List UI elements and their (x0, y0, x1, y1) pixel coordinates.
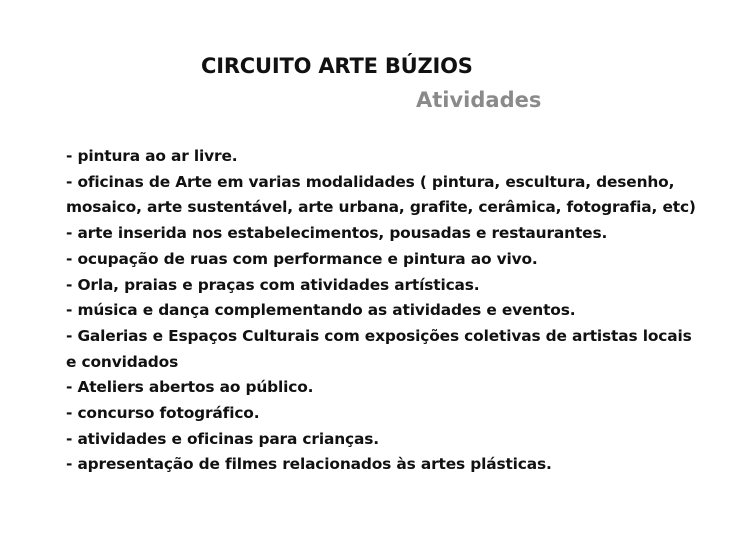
activity-item: - Galerias e Espaços Culturais com exposições coletivas de artistas locais e convidados (66, 326, 692, 371)
activity-list (66, 144, 706, 478)
page-title: CIRCUITO ARTE BÚZIOS (201, 54, 473, 78)
activity-item: - concurso fotográfico. (66, 404, 260, 423)
activity-item: - apresentação de filmes relacionados às artes plásticas. (66, 455, 552, 474)
activity-item: - Orla, praias e praças com atividades artísticas. (66, 275, 480, 294)
activity-item: - oficinas de Arte em varias modalidades ( pintura, escultura, desenho, mosaico, arte sustentável, arte urbana, grafite, cerâmica, fotografia, etc) (66, 172, 696, 217)
activity-item: - pintura ao ar livre. (66, 147, 238, 165)
activity-item: - Ateliers abertos ao público. (66, 378, 314, 397)
activity-item: - atividades e oficinas para crianças. (66, 429, 379, 448)
activity-item: - arte inserida nos estabelecimentos, pousadas e restaurantes. (66, 224, 608, 243)
activity-item: - música e dança complementando as atividades e eventos. (66, 301, 576, 320)
activity-item: - ocupação de ruas com performance e pintura ao vivo. (66, 249, 538, 268)
page-subtitle: Atividades (416, 88, 542, 112)
